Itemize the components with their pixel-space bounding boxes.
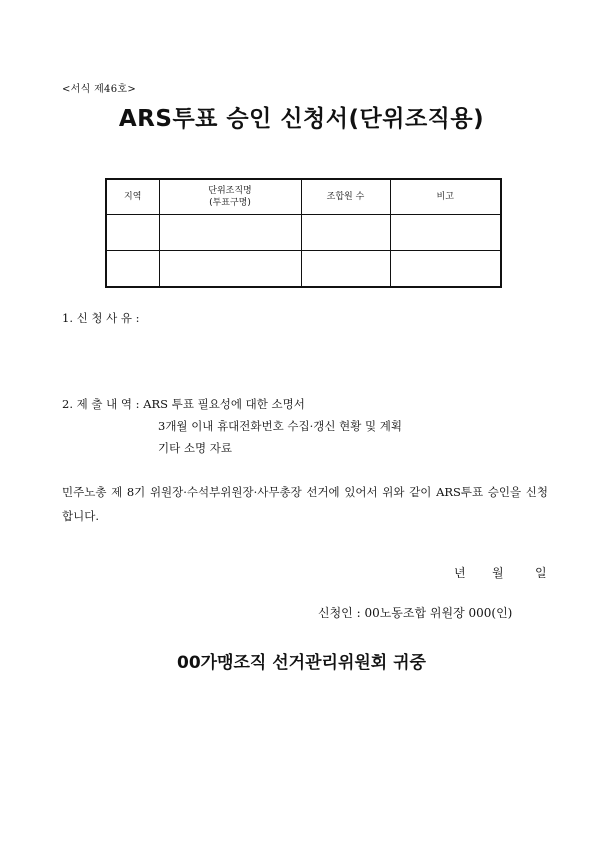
header-region: 지역 bbox=[106, 179, 159, 215]
header-unit-name: 단위조직명 (투표구명) bbox=[159, 179, 301, 215]
table-header-row bbox=[106, 179, 501, 215]
recipient: 00가맹조직 선거관리위원회 귀중 bbox=[177, 653, 426, 673]
application-reason-label: 1. 신 청 사 유 : bbox=[62, 311, 140, 325]
table-row bbox=[106, 215, 501, 251]
date-month: 월 bbox=[492, 566, 504, 580]
table-cell[interactable] bbox=[390, 215, 501, 251]
submission-list-first bbox=[62, 396, 305, 412]
submission-label: 2. 제 출 내 역 : bbox=[62, 397, 144, 411]
submission-item: 3개월 이내 휴대전화번호 수집·갱신 현황 및 계획 bbox=[158, 419, 402, 433]
submission-item: ARS 투표 필요성에 대한 소명서 bbox=[143, 397, 305, 411]
table-cell[interactable] bbox=[301, 215, 390, 251]
submission-item: 기타 소명 자료 bbox=[158, 441, 232, 455]
table-cell[interactable] bbox=[159, 215, 301, 251]
application-table bbox=[105, 178, 502, 288]
table-cell[interactable] bbox=[390, 251, 501, 288]
table-cell[interactable] bbox=[106, 215, 159, 251]
table-cell[interactable] bbox=[301, 251, 390, 288]
document-title: ARS투표 승인 신청서(단위조직용) bbox=[118, 106, 485, 132]
header-member-count: 조합원 수 bbox=[301, 179, 390, 215]
table-cell[interactable] bbox=[159, 251, 301, 288]
header-remarks: 비고 bbox=[390, 179, 501, 215]
date-year: 년 bbox=[454, 566, 466, 580]
date-day: 일 bbox=[535, 566, 547, 580]
application-statement: 민주노총 제 8기 위원장·수석부위원장·사무총장 선거에 있어서 위와 같이 ARS투표 승인을 신청합니다. bbox=[62, 485, 548, 523]
table-cell[interactable] bbox=[106, 251, 159, 288]
form-number: <서식 제46호> bbox=[62, 84, 137, 95]
table-row bbox=[106, 251, 501, 288]
applicant-signature: 신청인 : 00노동조합 위원장 000(인) bbox=[318, 606, 513, 620]
